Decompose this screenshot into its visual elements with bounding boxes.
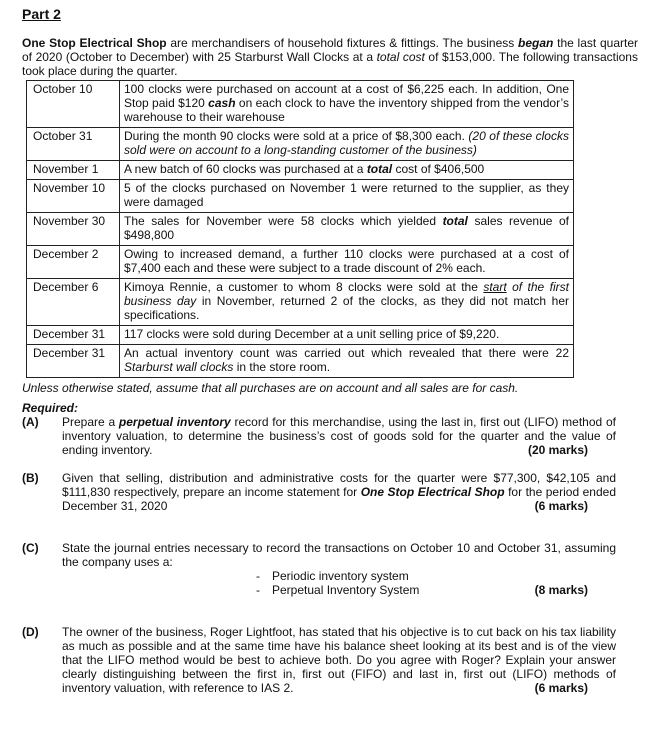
marks-d: (6 marks) (534, 681, 588, 695)
transactions-table (26, 80, 574, 378)
intro-paragraph: One Stop Electrical Shop are merchandisers of household fixtures & fittings. The business began the last quarter of 2020 (October to December) with 25 Starburst Wall Clocks at a total cost of $153,000. The following transactions took place during the quarter. (22, 36, 638, 78)
question-c: (C) State the journal entries necessary to record the transactions on October 10 and October 31, assuming the company uses a: - Periodic inventory system - Perpetual Inventory System (8 marks) (22, 541, 616, 597)
table-row: November 30 The sales for November were 58 clocks which yielded total sales revenue of $498,800 (27, 213, 574, 246)
company-name: One Stop Electrical Shop (22, 36, 167, 50)
marks-a: (20 marks) (527, 443, 588, 457)
table-row: December 31 117 clocks were sold during December at a unit selling price of $9,220. (27, 326, 574, 345)
question-b: (B) Given that selling, distribution and administrative costs for the quarter were $77,300, $42,105 and $111,830 respectively, prepare an income statement for One Stop Electrical Shop for the period ended December 31, 2020 (6 marks) (22, 471, 616, 513)
part-title: Part 2 (22, 6, 61, 22)
marks-b: (6 marks) (534, 499, 588, 513)
table-row: December 31 An actual inventory count was carried out which revealed that there were 22 Starburst wall clocks in the store room. (27, 345, 574, 378)
question-a: (A) Prepare a perpetual inventory record for this merchandise, using the last in, first out (LIFO) method of inventory valuation, to determine the business’s cost of goods sold for the quarter and the value of ending inventory. (20 marks) (22, 415, 616, 457)
table-row: October 10 100 clocks were purchased on account at a cost of $6,225 each. In addition, One Stop paid $120 cash on each clock to have the inventory shipped from the vendor’s warehouse to their warehouse (27, 81, 574, 128)
table-row: December 2 Owing to increased demand, a further 110 clocks were purchased at a cost of $7,400 each and these were subject to a trade discount of 2% each. (27, 246, 574, 279)
table-row: October 31 During the month 90 clocks were sold at a price of $8,300 each. (20 of these clocks sold were on account to a long-standing customer of the business) (27, 128, 574, 161)
table-row: November 1 A new batch of 60 clocks was purchased at a total cost of $406,500 (27, 161, 574, 180)
table-row: November 10 5 of the clocks purchased on November 1 were returned to the supplier, as they were damaged (27, 180, 574, 213)
table-row: December 6 Kimoya Rennie, a customer to whom 8 clocks were sold at the start of the first business day in November, returned 2 of the clocks, as they did not match her specifications. (27, 279, 574, 326)
assumption-note: Unless otherwise stated, assume that all purchases are on account and all sales are for cash. (22, 381, 519, 395)
marks-c: (8 marks) (534, 583, 588, 597)
question-d: (D) The owner of the business, Roger Lightfoot, has stated that his objective is to cut back on his tax liability as much as possible and at the same time have his balance sheet looking at its best and is of the view that the LIFO method would be best to achieve both. Do you agree with Roger? Explain your answer clearly distinguishing between the first in, first out (FIFO) and last in, first out (LIFO) methods of inventory valuation, with reference to IAS 2. (6 marks) (22, 625, 616, 695)
required-heading: Required: (22, 401, 79, 415)
